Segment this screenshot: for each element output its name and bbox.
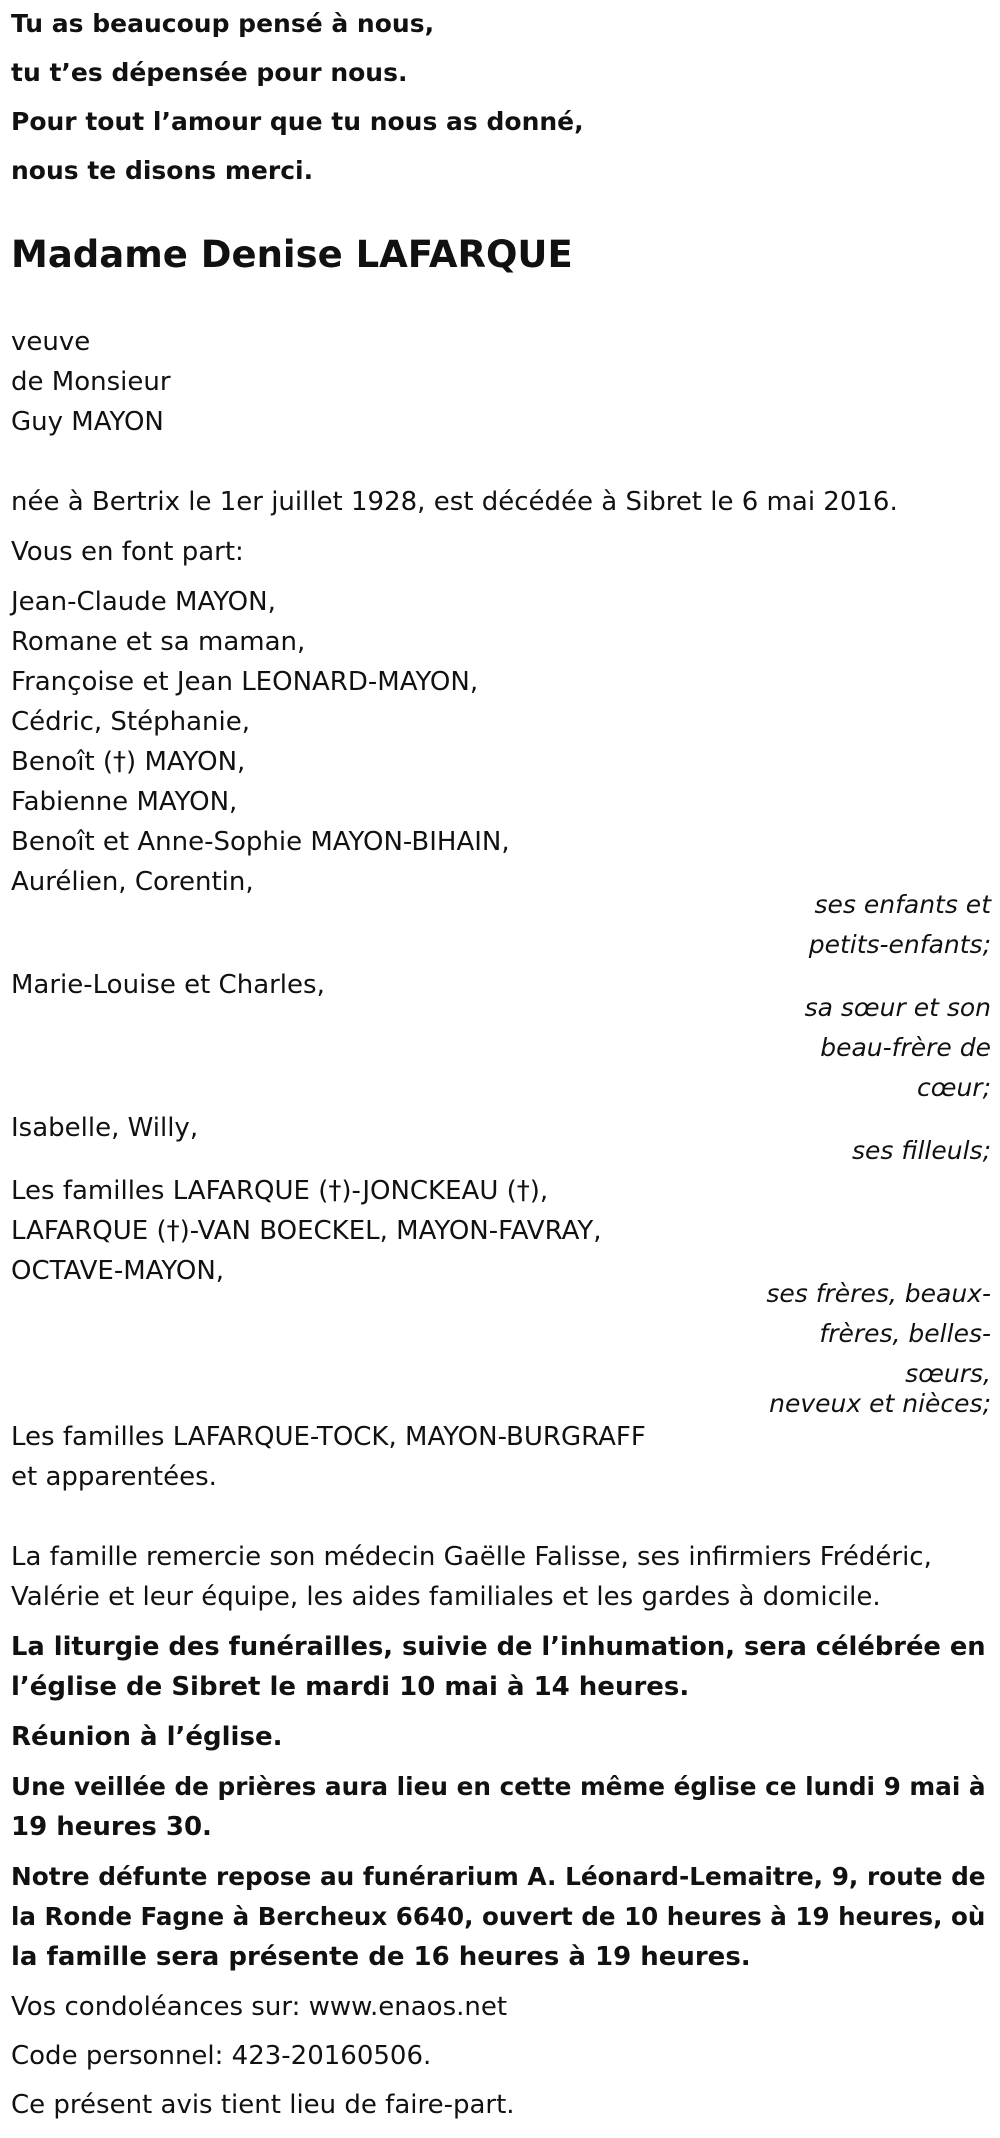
vigil-line: Une veillée de prières aura lieu en cette même église ce lundi 9 mai à xyxy=(11,1772,986,1801)
meeting: Réunion à l’église. xyxy=(11,1722,283,1752)
deceased-name: Madame Denise LAFARQUE xyxy=(11,233,573,276)
family-line: Les familles LAFARQUE (†)-JONCKEAU (†), xyxy=(11,1176,549,1206)
poem-line-3: Pour tout l’amour que tu nous as donné, xyxy=(11,107,584,136)
family-line: Françoise et Jean LEONARD-MAYON, xyxy=(11,667,479,697)
funerarium-line: la Ronde Fagne à Bercheux 6640, ouvert de 10 heures à 19 heures, où xyxy=(11,1902,986,1931)
relation-line: neveux et nièces; xyxy=(769,1389,991,1418)
relation-line: sœurs, xyxy=(905,1359,991,1388)
family-line: Isabelle, Willy, xyxy=(11,1113,199,1143)
condolences: Vos condoléances sur: www.enaos.net xyxy=(11,1992,508,2022)
spouse-line-1: veuve xyxy=(11,327,91,357)
announce: Vous en font part: xyxy=(11,537,244,567)
family-line: Jean-Claude MAYON, xyxy=(11,587,276,617)
funerarium-line: la famille sera présente de 16 heures à 19 heures. xyxy=(11,1942,751,1972)
poem-line-1: Tu as beaucoup pensé à nous, xyxy=(11,9,435,38)
spouse-line-3: Guy MAYON xyxy=(11,407,164,437)
thanks-line: Valérie et leur équipe, les aides familiales et les gardes à domicile. xyxy=(11,1582,881,1612)
relation-line: ses filleuls; xyxy=(851,1136,991,1165)
relation-line: ses enfants et xyxy=(814,890,991,919)
spouse-line-2: de Monsieur xyxy=(11,367,171,397)
funerarium-line: Notre défunte repose au funérarium A. Léonard-Lemaitre, 9, route de xyxy=(11,1862,986,1891)
family-line: Marie-Louise et Charles, xyxy=(11,970,325,1000)
personal-code: Code personnel: 423-20160506. xyxy=(11,2041,432,2071)
liturgy-line: l’église de Sibret le mardi 10 mai à 14 heures. xyxy=(11,1672,690,1702)
family-line: Aurélien, Corentin, xyxy=(11,867,254,897)
family-line: Les familles LAFARQUE-TOCK, MAYON-BURGRAFF xyxy=(11,1422,646,1452)
birth-death: née à Bertrix le 1er juillet 1928, est décédée à Sibret le 6 mai 2016. xyxy=(11,487,898,517)
relation-line: frères, belles- xyxy=(819,1319,991,1348)
poem-line-2: tu t’es dépensée pour nous. xyxy=(11,58,408,87)
family-line: et apparentées. xyxy=(11,1462,217,1492)
vigil-line: 19 heures 30. xyxy=(11,1812,212,1842)
family-line: Benoît (†) MAYON, xyxy=(11,747,246,777)
notice: Ce présent avis tient lieu de faire-part. xyxy=(11,2090,515,2120)
family-line: Fabienne MAYON, xyxy=(11,787,238,817)
poem-line-4: nous te disons merci. xyxy=(11,156,314,185)
relation-line: beau-frère de xyxy=(820,1033,991,1062)
family-line: Romane et sa maman, xyxy=(11,627,306,657)
relation-line: ses frères, beaux- xyxy=(766,1279,991,1308)
liturgy-line: La liturgie des funérailles, suivie de l’inhumation, sera célébrée en xyxy=(11,1632,986,1662)
thanks-line: La famille remercie son médecin Gaëlle Falisse, ses infirmiers Frédéric, xyxy=(11,1542,932,1572)
family-line: Benoît et Anne-Sophie MAYON-BIHAIN, xyxy=(11,827,510,857)
family-line: Cédric, Stéphanie, xyxy=(11,707,250,737)
family-line: OCTAVE-MAYON, xyxy=(11,1256,225,1286)
relation-line: petits-enfants; xyxy=(808,930,991,959)
family-line: LAFARQUE (†)-VAN BOECKEL, MAYON-FAVRAY, xyxy=(11,1216,602,1246)
relation-line: sa sœur et son xyxy=(804,993,991,1022)
relation-line: cœur; xyxy=(917,1073,991,1102)
